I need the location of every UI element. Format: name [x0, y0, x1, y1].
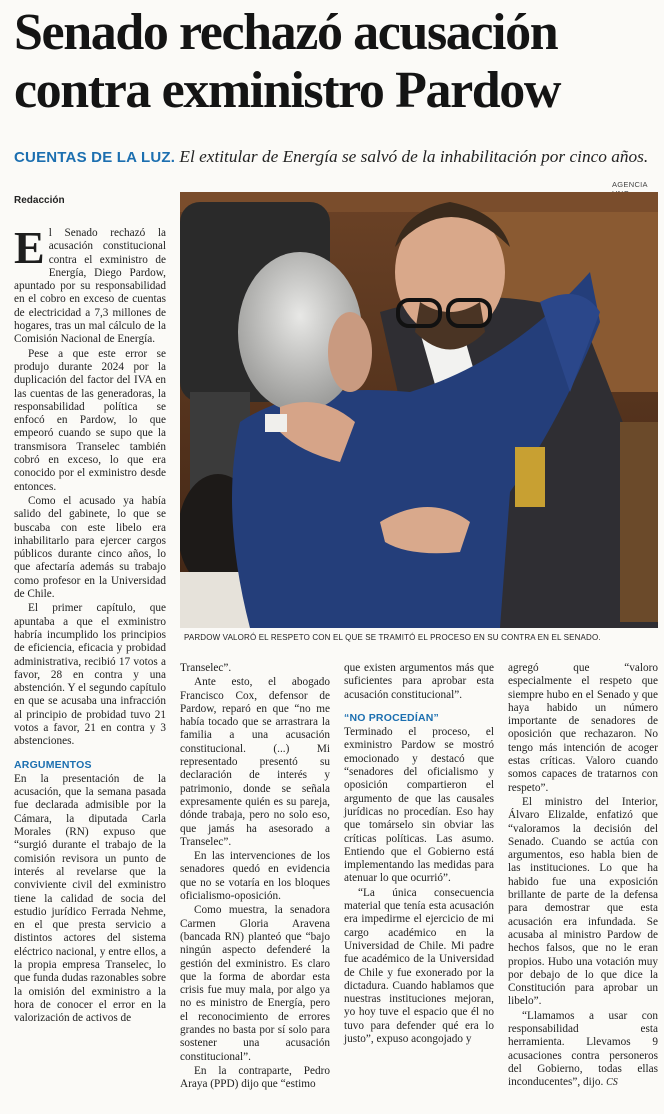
paragraph: En la presentación de la acusación, que la semana pasada fue declarada admisible por la Cámara, la diputada Carla Morales (RN) expuso que “surgió durante el trabajo de la comisión revisora un punto de interés al revelarse que la conviviente civil del exministro tiene la calidad de socia del estudio jurídico Ferrada Nehme, en el que presta servicio a distintos actores del sistema eléctrico nacional, y entre ellos, a la propia empresa Transelec, lo que funda dudas razonables sobre la omisión del exministro a la hora de conocer el error en la valorización de activos de — [14, 772, 166, 1025]
article-column-1 — [14, 222, 166, 1027]
paragraph: Transelec”. — [180, 662, 232, 674]
paragraph: Como muestra, la senadora Carmen Gloria Aravena (bancada RN) planteó que “bajo ningún aspecto defenderé la gestión del exministro. Es claro que la forma de abordar esta crisis fue muy mala, por algo ya no es ministro de Energía, pero el reconocimiento de errores grandes no basta por sí solo para sostener una acusación constitucional”. — [180, 904, 330, 1063]
headline — [14, 4, 654, 120]
section-heading: “NO PROCEDÍAN” — [344, 711, 439, 724]
paragraph: El ministro del Interior, Álvaro Elizalde, enfatizó que “valoramos la decisión del Senado. Cuando se actúa con argumentos, eso habla bien de las instituciones. Lo que ha habido fue una exposición brillante de parte de la defensa para demostrar que esta acusación era infundada. Se acusaba al ministro Pardow de hechos falsos, que no le eran propios. Hubo una votación muy por debajo de lo que dice la Constitución para aprobar un libelo”. — [508, 795, 658, 1008]
article-photo — [180, 192, 658, 628]
byline: Redacción — [14, 195, 65, 206]
paragraph: En las intervenciones de los senadores quedó en evidencia que no se votaría en los bloques oficialismo-oposición. — [180, 850, 330, 903]
article-column-2 — [180, 662, 330, 1093]
paragraph: Terminado el proceso, el exministro Pardow se mostró emocionado y destacó que “senadores del oficialismo y oposición compartieron el argumento de que las causales jurídicas no procedían. Eso hay que tomárselo sin obviar las críticas políticas. Las asumo. Entiendo que el Gobierno está implementando las medidas para atenuar lo que ocurrió”. — [344, 726, 494, 885]
headline-line-2: contra exministro Pardow — [14, 62, 561, 119]
photo-caption: PARDOW VALORÓ EL RESPETO CON EL QUE SE TRAMITÓ EL PROCESO EN SU CONTRA EN EL SENADO. — [184, 633, 601, 642]
paragraph — [14, 222, 166, 347]
paragraph: que existen argumentos más que suficientes para aprobar esta acusación constitucional”. — [344, 662, 494, 701]
subheadline — [14, 146, 658, 169]
paragraph: Pese a que este error se produjo durante 2024 por la duplicación del factor del IVA en las cuentas de las generadoras, la responsabilidad política se enfocó en Pardow, lo que empeoró cuando se supo que la transmisora Transelec también cobró en exceso, lo que era conocido por el exministro desde entonces. — [14, 347, 166, 493]
section-heading: ARGUMENTOS — [14, 758, 92, 771]
paragraph-text: l Senado rechazó la acusación constitucional contra el exministro de Energía, Diego Pardow, apuntado por su responsabilidad en el cobro en exceso de cuentas de electricidad a 7,3 millones de hogares, tras un mal cálculo de la Comisión Nacional de Energía. — [14, 227, 166, 346]
paragraph: El primer capítulo, que apuntaba a que el exministro habría incumplido los principios de eficiencia, eficacia y probidad administrativa, recibió 17 votos a favor, 28 en contra y una abstención. Y el segundo capítulo en que se acusaba una infracción al principio de probidad tuvo 21 votos a favor, 21 en contra y 3 abstenciones. — [14, 602, 166, 748]
dek: El extitular de Energía se salvó de la inhabilitación por cinco años. — [179, 147, 649, 166]
section-kicker: CUENTAS DE LA LUZ. — [14, 149, 176, 166]
article-column-3 — [344, 662, 494, 1047]
paragraph: “La única consecuencia material que tenía esta acusación era impedirme el ejercicio de mi cargo académico en la Universidad de Chile. Mi padre fue académico de la Universidad de Chile y fue exonerado por la dictadura. Cuando hablamos que nuestras instituciones mejoran, yo hoy tuve el espacio que él no tuvo para defender qué era lo justo”, expuso acongojado y — [344, 886, 494, 1046]
paragraph: Como el acusado ya había salido del gabinete, lo que se buscaba con este libelo era inhabilitarlo para ejercer cargos públicos durante cinco años, lo que afectaría además su trabajo como profesor en la Universidad de Chile. — [14, 494, 166, 601]
article-column-4 — [508, 662, 658, 1091]
paragraph-text: “Llamamos a usar con responsabilidad esta herramienta. Llevamos 9 acusaciones contra personeros del Gobierno, todas ellas inconducentes”, dijo. — [508, 1009, 658, 1089]
photo-credit: AGENCIA — [612, 180, 648, 189]
paragraph: agregó que “valoro especialmente el respeto que siempre hubo en el Senado y que haya habido un número importante de senadores de oposición que rechazaron. No tengo más intención de acoger estas críticas. Valoro cuando somos capaces de tratarnos con respeto”. — [508, 662, 658, 794]
paragraph: Ante esto, el abogado Francisco Cox, defensor de Pardow, reparó en que “no me había tocado que se arrastrara la familia a una acusación constitucional. (...) Mi representado presentó su declaración de interés y patrimonio, donde se señala expresamente quién es su pareja, dónde trabaja, pero no solo eso, que jamás ha asesorado a Transelec”. — [180, 676, 330, 848]
drop-cap: E — [14, 222, 45, 273]
end-mark: CS — [606, 1077, 618, 1089]
paragraph — [508, 1010, 658, 1090]
headline-line-1: Senado rechazó acusación — [14, 4, 558, 61]
paragraph: En la contraparte, Pedro Araya (PPD) dijo que “estimo — [180, 1064, 330, 1091]
